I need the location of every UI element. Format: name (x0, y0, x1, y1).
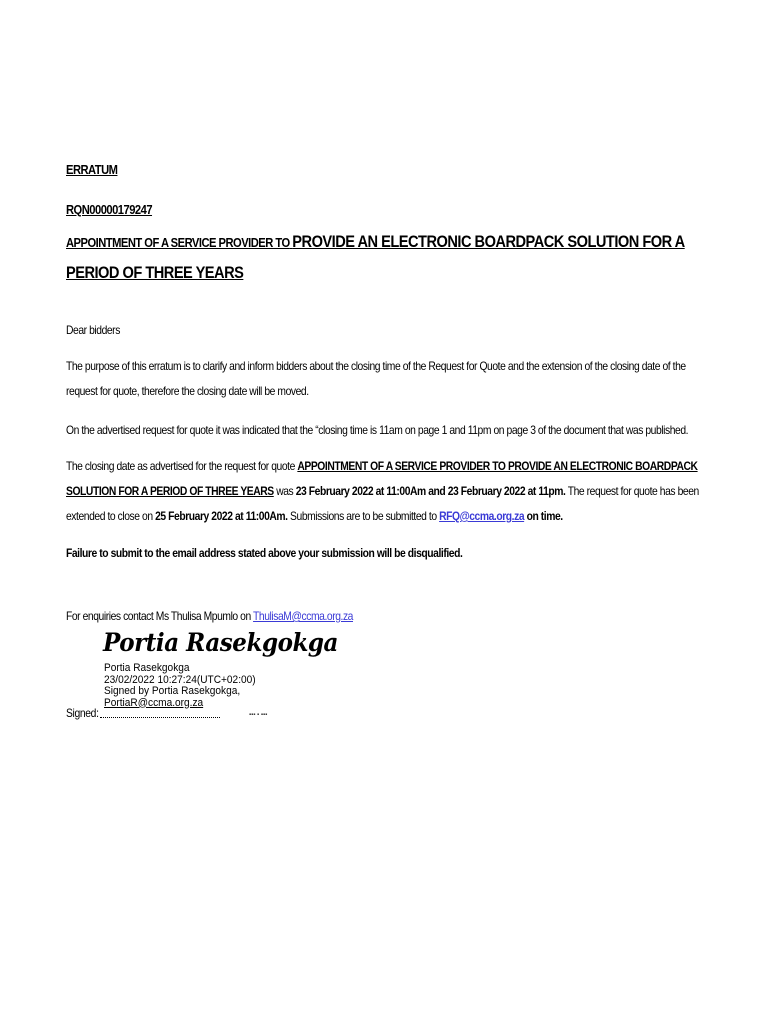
paragraph-closing-date (66, 454, 706, 529)
signature-line-email: PortiaR@ccma.org.za (104, 696, 204, 709)
signature-line-name: Portia Rasekgokga (104, 662, 190, 674)
erratum-heading: ERRATUM (66, 162, 118, 177)
closing-date-title: APPOINTMENT OF A SERVICE PROVIDER TO PROVIDE AN ELECTRONIC BOARDPACK SOLUTION FOR A PERIOD OF THREE YEARS (66, 459, 698, 498)
closing-date-text-1: The closing date as advertised for the request for quote (66, 459, 298, 473)
original-dates: 23 February 2022 at 11:00Am and 23 February 2022 at 11pm. (295, 484, 566, 498)
signature-dotted-line (100, 717, 220, 718)
document-title (66, 227, 770, 289)
enquiries-email-link[interactable]: ThulisaM@ccma.org.za (253, 609, 353, 623)
signature-line-signed-by: Signed by Portia Rasekgokga, (104, 685, 241, 697)
title-big-part: PROVIDE AN ELECTRONIC BOARDPACK SOLUTION FOR A PERIOD OF THREE YEARS (66, 232, 685, 282)
title-small-part: APPOINTMENT OF A SERVICE PROVIDER TO (66, 235, 290, 250)
disqualification-notice: Failure to submit to the email address stated above your submission will be disqualified. (66, 546, 463, 560)
paragraph-purpose: The purpose of this erratum is to clarify and inform bidders about the closing time of the Request for Quote and the extension of the closing date of the request for quote, therefore the closing date will be moved. (66, 359, 686, 398)
enquiries-line (66, 604, 706, 629)
closing-date-text-2: was (273, 484, 296, 498)
closing-date-text-4: Submissions are to be submitted to (287, 509, 440, 523)
paragraph-closing-time: On the advertised request for quote it was indicated that the “closing time is 11am on page 1 and 11pm on page 3 of the document that was published. (66, 423, 689, 437)
signature-line-timestamp: 23/02/2022 10:27:24(UTC+02:00) (104, 673, 256, 686)
closing-date-text-5: on time. (524, 509, 563, 523)
signature-script: Portia Rasekgokga (103, 628, 339, 657)
greeting: Dear bidders (66, 323, 120, 337)
signature-stamp-mark: ▪▪▪ ▪ ▪▪▪ (249, 712, 268, 718)
reference-number: RQN00000179247 (66, 202, 153, 217)
closing-date-text-3: The request for quote has been extended to close on (66, 484, 699, 523)
signed-label: Signed: (66, 706, 99, 720)
rfq-email-link[interactable]: RFQ@ccma.org.za (439, 509, 525, 523)
enquiries-text: For enquiries contact Ms Thulisa Mpumlo on (66, 609, 254, 623)
digital-signature-details (104, 663, 256, 709)
new-closing-date: 25 February 2022 at 11:00Am. (155, 509, 288, 523)
